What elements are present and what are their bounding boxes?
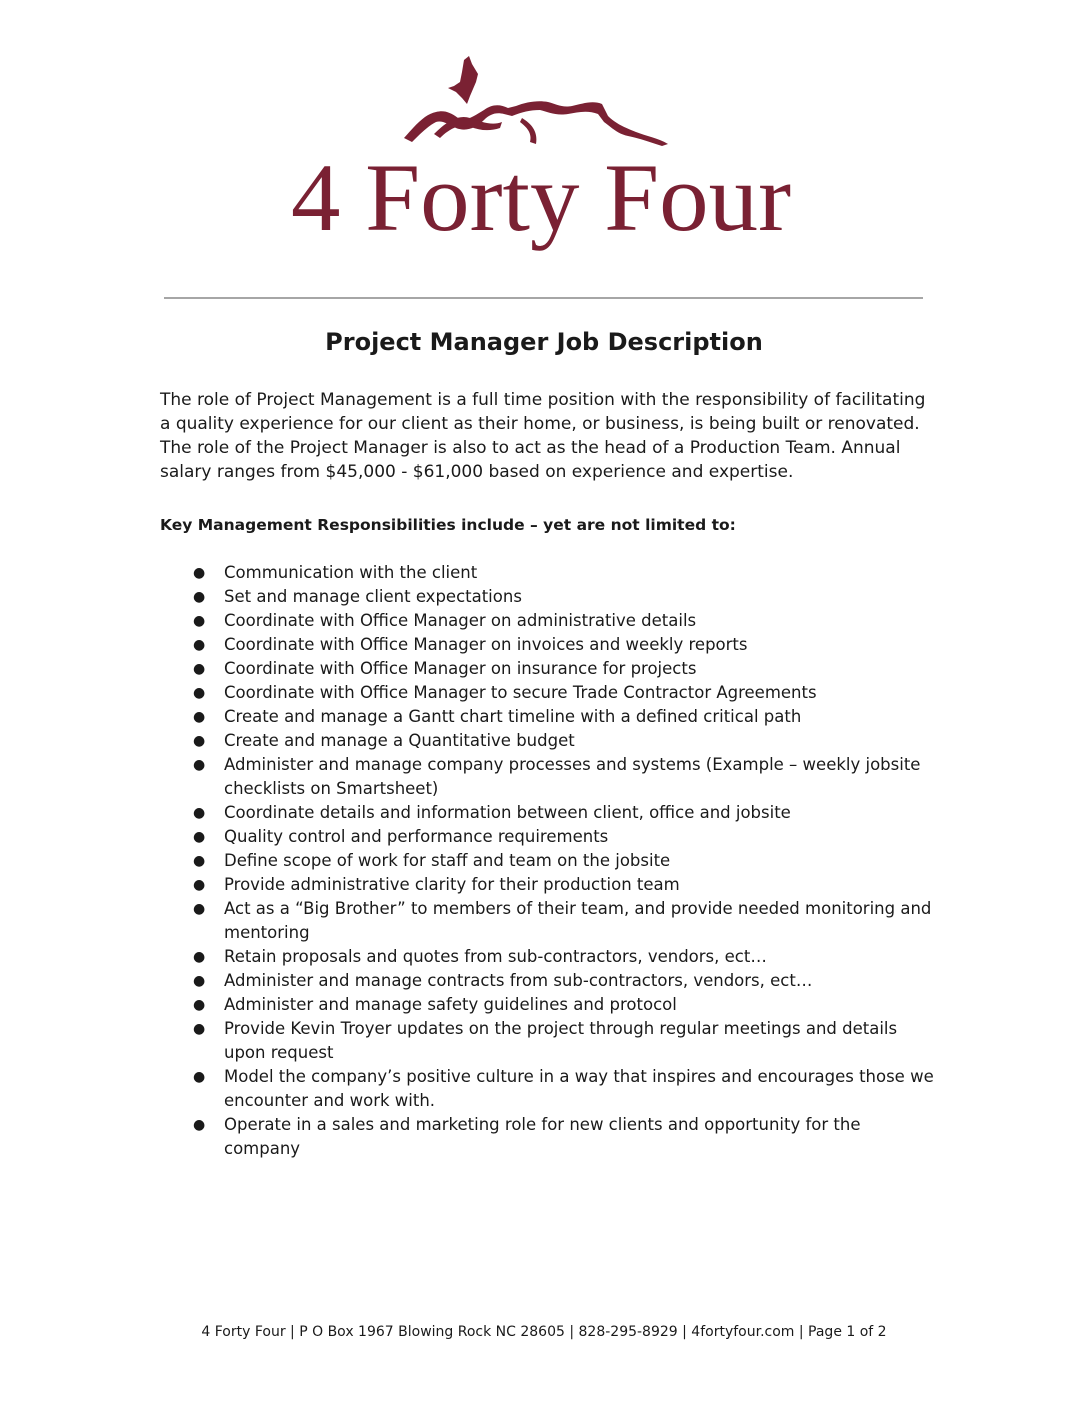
list-item-text: Communication with the client xyxy=(224,563,478,582)
list-item xyxy=(190,729,935,753)
bullet-icon: ● xyxy=(193,1069,206,1085)
bullet-icon: ● xyxy=(193,949,206,965)
responsibilities-heading: Key Management Responsibilities include – yet are not limited to: xyxy=(160,516,736,534)
bullet-icon: ● xyxy=(193,733,206,749)
list-item-text: Administer and manage safety guidelines and protocol xyxy=(224,995,677,1014)
list-item xyxy=(190,585,935,609)
bullet-icon: ● xyxy=(193,1117,206,1133)
responsibilities-list xyxy=(190,561,935,1161)
list-item xyxy=(190,873,935,897)
list-item-text: Coordinate details and information between client, office and jobsite xyxy=(224,803,791,822)
list-item xyxy=(190,1065,935,1113)
logo-wordmark: 4 Forty Four xyxy=(291,144,792,251)
bullet-icon: ● xyxy=(193,877,206,893)
eagle-icon xyxy=(448,56,478,104)
document-title: Project Manager Job Description xyxy=(325,328,763,356)
list-item-text: Define scope of work for staff and team on the jobsite xyxy=(224,851,671,870)
bullet-icon: ● xyxy=(193,973,206,989)
bullet-icon: ● xyxy=(193,829,206,845)
intro-paragraph: The role of Project Management is a full time position with the responsibility of facilitating a quality experience for our client as their home, or business, is being built or renovated. The role of the Project Manager is also to act as the head of a Production Team. Annual salary ranges from $45,000 - $61,000 based on experience and expertise. xyxy=(160,390,926,482)
list-item-text: Administer and manage company processes and systems (Example – weekly jobsite checklists on Smartsheet) xyxy=(224,755,921,798)
company-logo xyxy=(286,52,796,272)
list-item-text: Provide Kevin Troyer updates on the project through regular meetings and details upon request xyxy=(224,1019,898,1062)
list-item xyxy=(190,801,935,825)
list-item xyxy=(190,969,935,993)
list-item-text: Act as a “Big Brother” to members of their team, and provide needed monitoring and mentoring xyxy=(224,899,932,942)
list-item xyxy=(190,561,935,585)
list-item-text: Model the company’s positive culture in a way that inspires and encourages those we encounter and work with. xyxy=(224,1067,934,1110)
bullet-icon: ● xyxy=(193,661,206,677)
bullet-icon: ● xyxy=(193,637,206,653)
list-item xyxy=(190,1017,935,1065)
list-item-text: Coordinate with Office Manager on insurance for projects xyxy=(224,659,697,678)
header-divider xyxy=(164,297,923,299)
list-item-text: Coordinate with Office Manager on administrative details xyxy=(224,611,697,630)
list-item xyxy=(190,945,935,969)
bullet-icon: ● xyxy=(193,1021,206,1037)
list-item xyxy=(190,753,935,801)
list-item xyxy=(190,633,935,657)
bullet-icon: ● xyxy=(193,685,206,701)
list-item xyxy=(190,993,935,1017)
list-item-text: Provide administrative clarity for their production team xyxy=(224,875,680,894)
list-item-text: Administer and manage contracts from sub-contractors, vendors, ect… xyxy=(224,971,813,990)
bullet-icon: ● xyxy=(193,901,206,917)
bullet-icon: ● xyxy=(193,709,206,725)
bullet-icon: ● xyxy=(193,997,206,1013)
list-item-text: Coordinate with Office Manager to secure Trade Contractor Agreements xyxy=(224,683,817,702)
list-item xyxy=(190,681,935,705)
list-item-text: Quality control and performance requirements xyxy=(224,827,609,846)
list-item-text: Set and manage client expectations xyxy=(224,587,522,606)
list-item-text: Create and manage a Quantitative budget xyxy=(224,731,575,750)
list-item xyxy=(190,609,935,633)
list-item xyxy=(190,825,935,849)
list-item xyxy=(190,897,935,945)
list-item xyxy=(190,657,935,681)
list-item xyxy=(190,1113,935,1161)
bullet-icon: ● xyxy=(193,853,206,869)
list-item-text: Operate in a sales and marketing role for new clients and opportunity for the company xyxy=(224,1115,861,1158)
list-item xyxy=(190,705,935,729)
list-item-text: Retain proposals and quotes from sub-contractors, vendors, ect… xyxy=(224,947,767,966)
bullet-icon: ● xyxy=(193,589,206,605)
list-item-text: Coordinate with Office Manager on invoices and weekly reports xyxy=(224,635,748,654)
bullet-icon: ● xyxy=(193,565,206,581)
bullet-icon: ● xyxy=(193,613,206,629)
bullet-icon: ● xyxy=(193,805,206,821)
list-item xyxy=(190,849,935,873)
bullet-icon: ● xyxy=(193,757,206,773)
page-footer: 4 Forty Four | P O Box 1967 Blowing Rock NC 28605 | 828-295-8929 | 4fortyfour.com | Page 1 of 2 xyxy=(201,1324,887,1340)
list-item-text: Create and manage a Gantt chart timeline with a defined critical path xyxy=(224,707,802,726)
